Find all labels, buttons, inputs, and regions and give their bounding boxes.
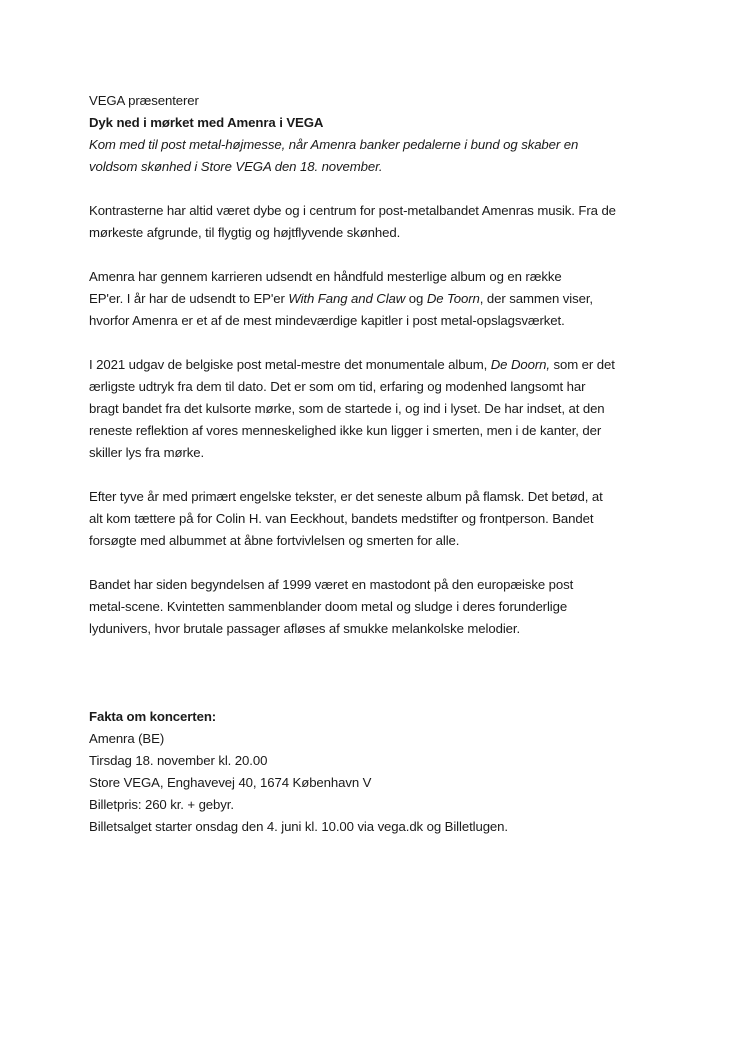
paragraph-1	[89, 200, 669, 244]
ep-title-with-fang-and-claw: With Fang and Claw	[288, 291, 406, 306]
ep-title-de-toorn: De Toorn	[426, 291, 480, 306]
header-block	[89, 90, 669, 178]
paragraph-3-text-b: som er det	[549, 357, 615, 372]
lead-line-2: voldsom skønhed i Store VEGA den 18. november.	[89, 159, 383, 174]
paragraph-1-line-1: Kontrasterne har altid været dybe og i centrum for post-metalbandet Amenras musik. Fra de	[89, 203, 616, 218]
paragraph-3-line-3: bragt bandet fra det kulsorte mørke, som de startede i, og ind i lyset. De har indset, at den	[89, 401, 605, 416]
paragraph-4-line-2: alt kom tættere på for Colin H. van Eeckhout, bandets medstifter og frontperson. Bandet	[89, 511, 594, 526]
facts-block	[89, 706, 669, 838]
paragraph-5-line-2: metal-scene. Kvintetten sammenblander doom metal og sludge i deres forunderlige	[89, 599, 568, 614]
lead-line-1: Kom med til post metal-højmesse, når Amenra banker pedalerne i bund og skaber en	[89, 137, 579, 152]
album-title-de-doorn: De Doorn,	[490, 357, 550, 372]
paragraph-3-line-1	[89, 354, 669, 376]
facts-venue: Store VEGA, Enghavevej 40, 1674 København V	[89, 775, 372, 790]
paragraph-2-line-3: hvorfor Amenra er et af de mest mindeværdige kapitler i post metal-opslagsværket.	[89, 313, 565, 328]
paragraph-3-line-5: skiller lys fra mørke.	[89, 445, 205, 460]
paragraph-3-line-2: ærligste udtryk fra dem til dato. Det er som om tid, erfaring og modenhed langsomt har	[89, 379, 586, 394]
paragraph-1-line-2: mørkeste afgrunde, til flygtig og højtflyvende skønhed.	[89, 225, 401, 240]
paragraph-4	[89, 486, 669, 552]
facts-artist: Amenra (BE)	[89, 731, 165, 746]
document-content	[89, 90, 669, 838]
paragraph-5-line-3: lydunivers, hvor brutale passager afløses af smukke melankolske melodier.	[89, 621, 521, 636]
paragraph-3	[89, 354, 669, 464]
kicker-text: VEGA præsenterer	[89, 93, 199, 108]
paragraph-2	[89, 266, 669, 332]
paragraph-5	[89, 574, 669, 640]
paragraph-4-line-1: Efter tyve år med primært engelske tekster, er det seneste album på flamsk. Det betød, at	[89, 489, 603, 504]
paragraph-5-line-1: Bandet har siden begyndelsen af 1999 været en mastodont på den europæiske post	[89, 577, 574, 592]
paragraph-2-line-2	[89, 288, 669, 310]
paragraph-3-line-4: reneste reflektion af vores menneskelighed ikke kun ligger i smerten, men i de kanter, der	[89, 423, 602, 438]
facts-date: Tirsdag 18. november kl. 20.00	[89, 753, 268, 768]
facts-price: Billetpris: 260 kr. + gebyr.	[89, 797, 234, 812]
paragraph-2-line-1: Amenra har gennem karrieren udsendt en håndfuld mesterlige album og en række	[89, 269, 562, 284]
headline: Dyk ned i mørket med Amenra i VEGA	[89, 115, 324, 130]
paragraph-3-text-a: I 2021 udgav de belgiske post metal-mestre det monumentale album,	[89, 357, 491, 372]
paragraph-2-text-a: EP'er. I år har de udsendt to EP'er	[89, 291, 289, 306]
paragraph-2-text-b: og	[405, 291, 427, 306]
facts-ticket-sale: Billetsalget starter onsdag den 4. juni kl. 10.00 via vega.dk og Billetlugen.	[89, 819, 508, 834]
facts-heading: Fakta om koncerten:	[89, 709, 217, 724]
paragraph-4-line-3: forsøgte med albummet at åbne fortvivlelsen og smerten for alle.	[89, 533, 460, 548]
paragraph-2-text-c: , der sammen viser,	[479, 291, 593, 306]
